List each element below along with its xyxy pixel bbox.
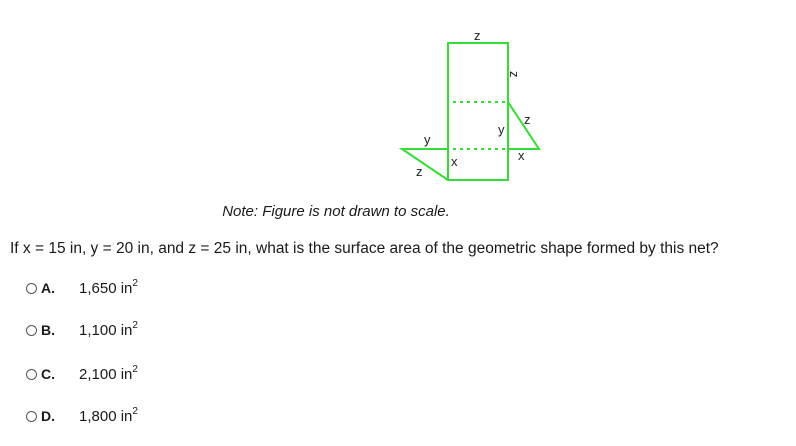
label-tri-right-x: x [518, 148, 525, 163]
radio-button[interactable] [26, 411, 37, 422]
choice-d[interactable] [26, 404, 138, 428]
choice-a[interactable] [26, 276, 138, 300]
choice-value: 1,800 $in^2$ [79, 406, 138, 425]
radio-button[interactable] [26, 283, 37, 294]
question-text: If x = 15 in, y = 20 in, and z = 25 in, what is the surface area of the geometric shape formed by this net? [10, 240, 719, 257]
choice-c[interactable] [26, 362, 138, 386]
choice-value: 1,100 $in^2$ [79, 320, 138, 339]
label-tri-right-y: y [498, 122, 505, 137]
radio-button[interactable] [26, 369, 37, 380]
choice-letter: A. [41, 280, 55, 296]
radio-button[interactable] [26, 325, 37, 336]
net-figure [0, 0, 796, 200]
choice-letter: C. [41, 366, 55, 382]
label-tri-left-y: y [424, 132, 431, 147]
choice-letter: D. [41, 408, 55, 424]
net-top-rectangle [448, 43, 508, 102]
choice-letter: B. [41, 322, 55, 338]
label-right-z: z [507, 71, 522, 78]
label-tri-left-z: z [416, 164, 423, 179]
label-top-z: z [474, 28, 481, 43]
label-tri-right-z: z [524, 112, 531, 127]
label-tri-left-x: x [451, 154, 458, 169]
net-left-triangle [402, 149, 448, 180]
choice-b[interactable] [26, 318, 138, 342]
choice-value: 2,100 $in^2$ [79, 364, 138, 383]
figure-note: Note: Figure is not drawn to scale. [222, 203, 450, 220]
choice-value: 1,650 $in^2$ [79, 278, 138, 297]
